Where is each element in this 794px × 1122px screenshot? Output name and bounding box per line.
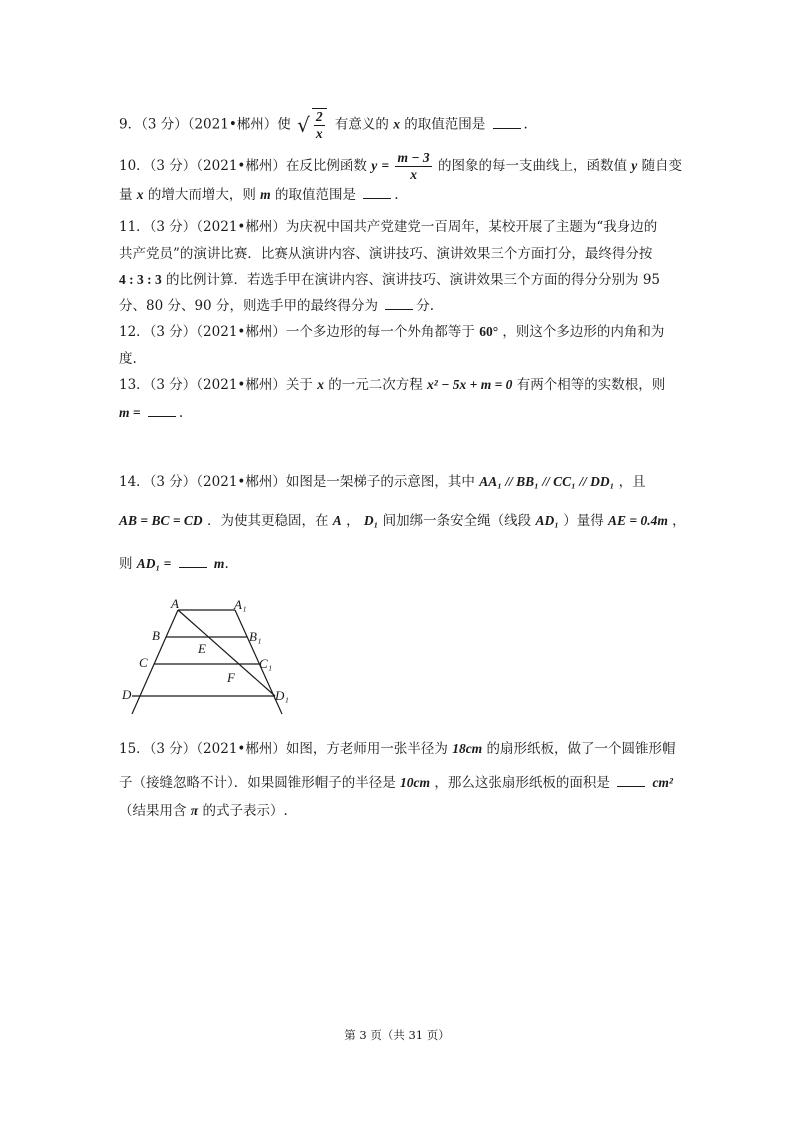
label-E: E: [198, 641, 206, 656]
q14-D1: D₁: [363, 513, 379, 528]
label-C: C: [139, 655, 148, 670]
q15-radius-sector: 18cm: [452, 741, 483, 756]
q13-answer-blank[interactable]: [148, 404, 176, 417]
q15-line2b: ，那么这张扇形纸板的面积是: [434, 775, 610, 791]
q10-numerator: m − 3: [397, 150, 430, 165]
q12-line2-text: 度.: [119, 351, 137, 367]
label-D1: D₁: [275, 688, 289, 703]
q11-answer-blank[interactable]: [385, 297, 413, 310]
q13-line1: [119, 376, 665, 394]
q13-line2: [119, 404, 183, 422]
q9-mid: 有意义的: [334, 116, 389, 133]
q13-line1b: 的一元二次方程: [328, 377, 423, 393]
q15-line2a: 子（接缝忽略不计）．如果圆锥形帽子的半径是: [119, 775, 396, 791]
q14-line2d: ，: [672, 513, 686, 529]
q14-AD1-eq: AD₁ =: [136, 556, 172, 571]
q13-line1a: 13．（3 分）（2021•郴州）关于: [119, 377, 313, 393]
q10-m: m: [260, 187, 271, 202]
label-F: F: [227, 670, 235, 685]
q9-sqrt-denominator: x: [315, 126, 323, 141]
q14-parallel: AA₁ // BB₁ // CC₁ // DD₁: [479, 474, 615, 489]
q14-line1: [119, 473, 646, 491]
q12-line2: [119, 350, 137, 368]
q15-unit: cm²: [652, 775, 673, 790]
q12-line1b: ，则这个多边形的内角和为: [502, 324, 665, 340]
label-A: A: [171, 596, 179, 611]
q15-line3: [119, 802, 288, 820]
q10-text1: 的图象的每一支曲线上，函数值: [437, 158, 627, 174]
q15-line2: [119, 774, 673, 792]
q9-suffix: 的取值范围是: [404, 116, 486, 133]
q9-var: x: [393, 116, 400, 132]
q15-line1: [119, 740, 675, 758]
q14-eq2: AB = BC = CD: [119, 513, 203, 528]
q10-denominator: x: [410, 167, 417, 182]
q15-radius-cone: 10cm: [400, 775, 431, 790]
q10-text2: 随自变: [641, 158, 683, 174]
q10-x: x: [136, 187, 144, 202]
q14-end: .: [224, 556, 229, 572]
q13-x: x: [317, 377, 324, 392]
question-10-line2: [119, 186, 399, 204]
q14-line1b: ，且: [618, 474, 646, 490]
q14-line2: [119, 512, 686, 530]
q12-angle: 60°: [479, 324, 499, 339]
q15-line1b: 的扇形纸板，做了一个圆锥形帽: [486, 741, 676, 757]
q15-line3b: 的式子表示）.: [202, 803, 288, 819]
q10-line2b: 的增大而增大，则: [147, 187, 256, 203]
q11-line3-text: 的比例计算．若选手甲在演讲内容、演讲技巧、演讲效果三个方面的得分分别为 95: [166, 272, 661, 288]
q15-line1a: 15．（3 分）（2021•郴州）如图，方老师用一张半径为: [119, 741, 448, 757]
q12-line1: [119, 323, 664, 341]
q9-prefix: 9．（3 分）（2021•郴州）使: [119, 116, 291, 133]
q14-line2b: 间加绑一条安全绳（线段: [382, 513, 532, 529]
q11-line4b: 分.: [416, 298, 435, 314]
q10-line2a: 量: [119, 187, 133, 203]
q9-end: .: [523, 116, 528, 133]
q11-line4: [119, 297, 434, 315]
q14-A: A: [332, 513, 342, 528]
q14-line2c: ）量得: [563, 513, 604, 529]
q11-line2: 共产党员”的演讲比赛．比赛从演讲内容、演讲技巧、演讲效果三个方面打分，最终得分按: [119, 246, 653, 262]
page-footer: 第 3 页（共 31 页）: [344, 1028, 450, 1042]
question-10-line1: [119, 150, 682, 183]
q14-line2a: ．为使其更稳固，在: [206, 513, 329, 529]
label-B: B: [152, 628, 160, 643]
q10-prefix: 10．（3 分）（2021•郴州）在反比例函数: [119, 158, 367, 174]
q9-answer-blank[interactable]: [493, 116, 521, 129]
q15-answer-blank[interactable]: [617, 774, 645, 787]
q14-line1a: 14．（3 分）（2021•郴州）如图是一架梯子的示意图，其中: [119, 474, 475, 490]
q10-answer-blank[interactable]: [363, 186, 391, 199]
q9-sqrt-expression: √ $\frac{2}{x}$: [297, 108, 329, 142]
ladder-figure: [115, 592, 315, 722]
question-9: [119, 108, 528, 142]
q14-unit: m: [213, 556, 225, 571]
q11-line3: [119, 271, 660, 289]
q10-line2c: 的取值范围是: [274, 187, 356, 203]
label-A1: A₁: [234, 597, 247, 612]
q14-line3: [119, 555, 229, 573]
q9-sqrt-numerator: 2: [315, 109, 323, 124]
q13-m-eq: m =: [119, 405, 141, 420]
q14-line3a: 则: [119, 556, 133, 572]
q13-line1c: 有两个相等的实数根，则: [516, 377, 666, 393]
q11-line1: 11．（3 分）（2021•郴州）为庆祝中国共产党建党一百周年，某校开展了主题为“我身边的: [119, 219, 658, 235]
q10-fraction: [395, 150, 431, 183]
q13-equation: x² − 5x + m = 0: [427, 377, 513, 392]
q14-comma: ，: [346, 513, 360, 529]
q14-AD1: AD₁: [535, 513, 559, 528]
label-C1: C₁: [259, 656, 273, 671]
q11-line4a: 分、80 分、90 分，则选手甲的最终得分为: [119, 298, 378, 314]
q15-pi: π: [190, 803, 199, 818]
q14-AE: AE = 0.4m: [608, 513, 668, 528]
q10-y: y: [371, 158, 378, 173]
q10-end: .: [394, 187, 399, 203]
label-B1: B₁: [249, 629, 262, 644]
q11-ratio: 4 : 3 : 3: [119, 272, 162, 287]
label-D: D: [122, 687, 132, 702]
q14-answer-blank[interactable]: [179, 555, 207, 568]
q13-end: .: [178, 405, 184, 421]
q15-line3a: （结果用含: [119, 803, 187, 819]
q10-eq: =: [381, 158, 390, 173]
q12-line1a: 12．（3 分）（2021•郴州）一个多边形的每一个外角都等于: [119, 324, 475, 340]
q10-y2: y: [631, 158, 638, 173]
